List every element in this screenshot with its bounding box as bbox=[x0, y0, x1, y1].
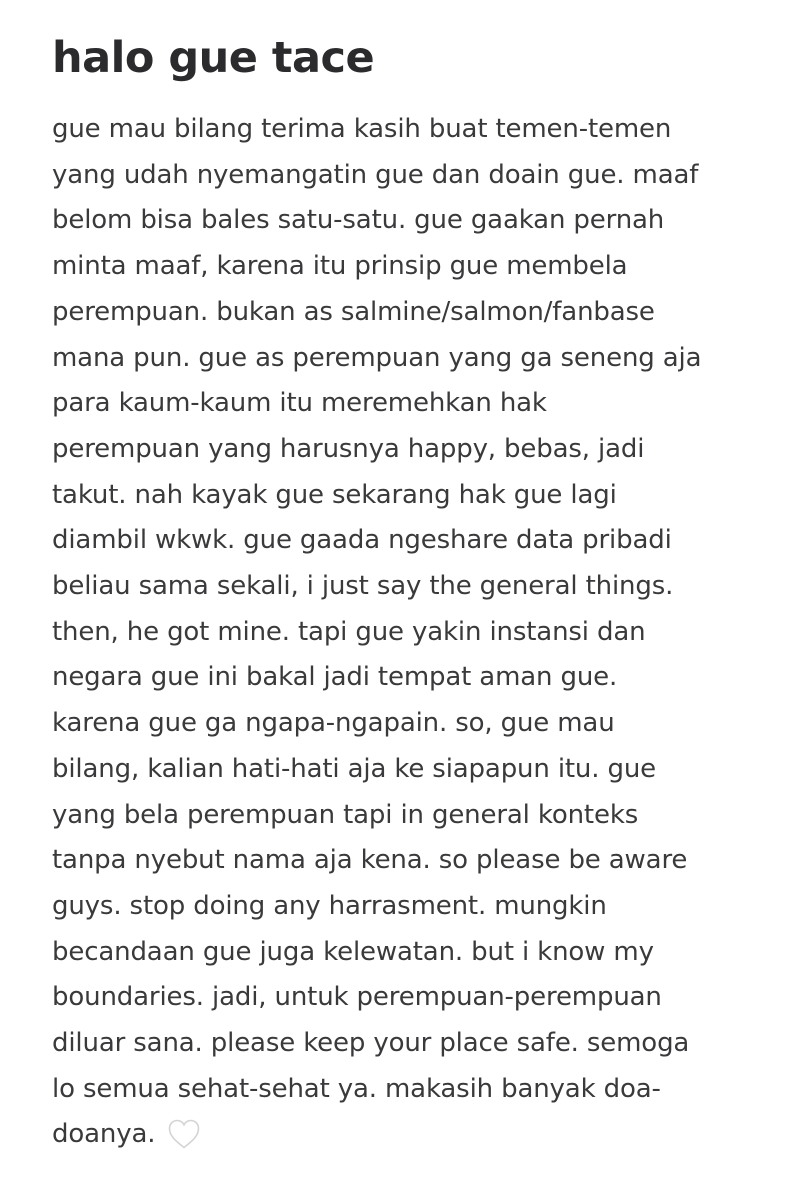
note-line: becandaan gue juga kelewatan. but i know my bbox=[52, 936, 654, 967]
note-line-last bbox=[52, 1112, 772, 1158]
note-body bbox=[52, 107, 772, 1158]
note-line-text: doanya. bbox=[52, 1119, 156, 1150]
note-line: belom bisa bales satu-satu. gue gaakan pernah bbox=[52, 205, 665, 236]
note-line: then, he got mine. tapi gue yakin instansi dan bbox=[52, 616, 646, 647]
note-line: minta maaf, karena itu prinsip gue membela bbox=[52, 251, 628, 282]
note-line: takut. nah kayak gue sekarang hak gue lagi bbox=[52, 479, 617, 510]
note-line: negara gue ini bakal jadi tempat aman gue. bbox=[52, 662, 618, 693]
note-line: gue mau bilang terima kasih buat temen-temen bbox=[52, 114, 672, 144]
note-line: perempuan. bukan as salmine/salmon/fanbase bbox=[52, 296, 655, 327]
note-line: guys. stop doing any harrasment. mungkin bbox=[52, 890, 607, 921]
white-heart-icon bbox=[167, 1118, 201, 1150]
note-line: bilang, kalian hati-hati aja ke siapapun itu. gue bbox=[52, 753, 657, 784]
note-line: mana pun. gue as perempuan yang ga seneng aja bbox=[52, 342, 702, 373]
note-line: yang udah nyemangatin gue dan doain gue. maaf bbox=[52, 159, 699, 190]
note-line: boundaries. jadi, untuk perempuan-perempuan bbox=[52, 982, 662, 1013]
note-line: karena gue ga ngapa-ngapain. so, gue mau bbox=[52, 708, 615, 739]
note-title: halo gue tace bbox=[52, 33, 375, 83]
note-line: diambil wkwk. gue gaada ngeshare data pribadi bbox=[52, 525, 672, 556]
note-container bbox=[52, 30, 772, 1158]
note-line: lo semua sehat-sehat ya. makasih banyak doa- bbox=[52, 1073, 661, 1104]
note-line: perempuan yang harusnya happy, bebas, jadi bbox=[52, 433, 645, 464]
note-line: diluar sana. please keep your place safe. semoga bbox=[52, 1028, 690, 1059]
note-line: beliau sama sekali, i just say the general things. bbox=[52, 571, 674, 602]
note-line: yang bela perempuan tapi in general konteks bbox=[52, 799, 639, 830]
note-line: para kaum-kaum itu meremehkan hak bbox=[52, 388, 547, 419]
note-line: tanpa nyebut nama aja kena. so please be aware bbox=[52, 845, 688, 876]
